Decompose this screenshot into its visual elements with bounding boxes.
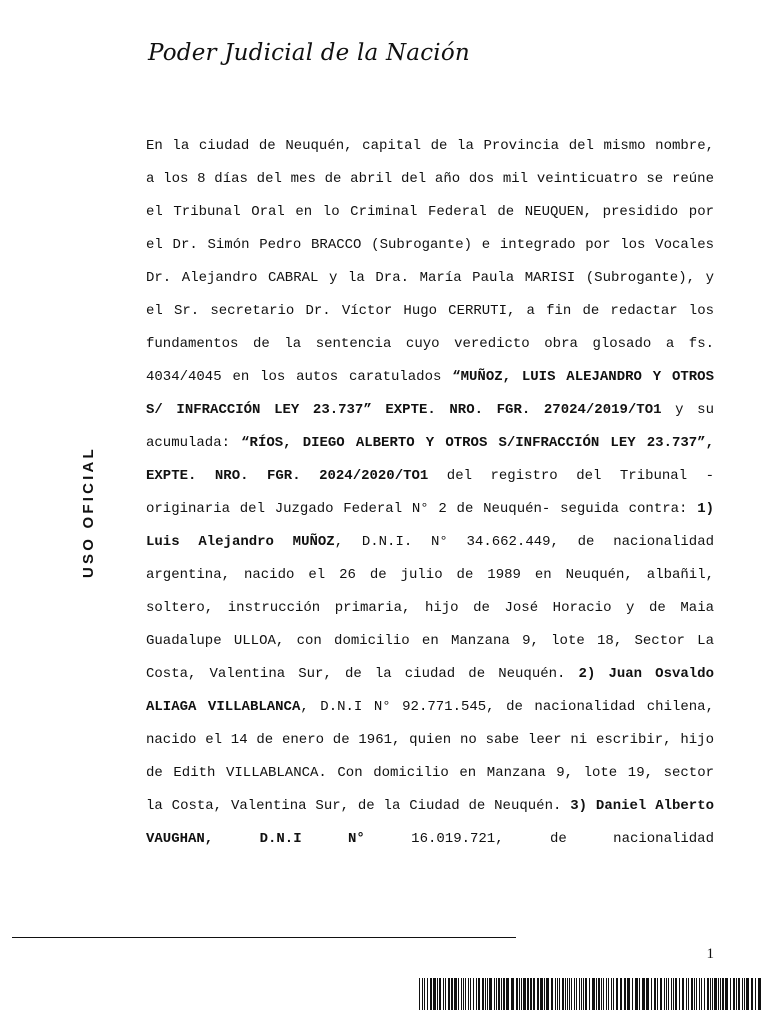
defendant-2-name: 2) Juan Osvaldo ALIAGA VILLABLANCA <box>146 666 714 715</box>
body-text-segment: En la ciudad de Neuquén, capital de la Provincia del mismo nombre, a los 8 días del mes de abril del año dos mil veinticuatro se reúne el Tribunal Oral en lo Criminal Federal de NEUQUEN, presidido por el Dr. Simón Pedro BRACCO (Subrogante) e integrado por los Vocales Dr. Alejandro CABRAL y la Dra. María Paula MARISI (Subrogante), y el Sr. secretario Dr. Víctor Hugo CERRUTI, a fin de redactar los fundamentos de la sentencia cuyo veredicto obra glosado a fs. 4034/4045 en los autos caratulados <box>146 138 714 385</box>
body-text-segment: , D.N.I N° 92.771.545, de nacionalidad chilena, nacido el 14 de enero de 1961, quien no sabe leer ni escribir, hijo de Edith VILLABLANCA. Con domicilio en Manzana 9, lote 19, sector la Costa, Valentina Sur, de la Ciudad de Neuquén. <box>146 699 714 814</box>
page-number: 1 <box>706 946 714 962</box>
official-use-stamp: USO OFICIAL <box>80 446 97 578</box>
body-text-segment: , D.N.I. N° 34.662.449, de nacionalidad argentina, nacido el 26 de julio de 1989 en Neuquén, albañil, soltero, instrucción primaria, hijo de José Horacio y de Maia Guadalupe ULLOA, con domicilio en Manzana 9, lote 18, Sector La Costa, Valentina Sur, de la ciudad de Neuquén. <box>146 534 715 682</box>
court-header-title: Poder Judicial de la Nación <box>148 40 470 66</box>
body-text-segment: y su acumulada: <box>146 402 714 451</box>
defendant-1-name: 1) Luis Alejandro MUÑOZ <box>146 501 714 550</box>
body-text-segment: del registro del Tribunal -originaria del Juzgado Federal N° 2 de Neuquén- seguida contra: <box>146 468 714 517</box>
document-body <box>146 130 714 856</box>
footer-divider <box>12 937 516 938</box>
barcode-icon <box>419 978 761 1010</box>
case-title-main: “MUÑOZ, LUIS ALEJANDRO Y OTROS S/ INFRACCIÓN LEY 23.737” EXPTE. NRO. FGR. 27024/2019/TO1 <box>146 369 714 418</box>
case-title-joined: “RÍOS, DIEGO ALBERTO Y OTROS S/INFRACCIÓN LEY 23.737”, EXPTE. NRO. FGR. 2024/2020/TO1 <box>146 435 714 484</box>
defendant-3-name: 3) Daniel Alberto VAUGHAN, D.N.I N° <box>146 798 714 847</box>
body-text-segment: 16.019.721, de nacionalidad <box>364 831 714 847</box>
